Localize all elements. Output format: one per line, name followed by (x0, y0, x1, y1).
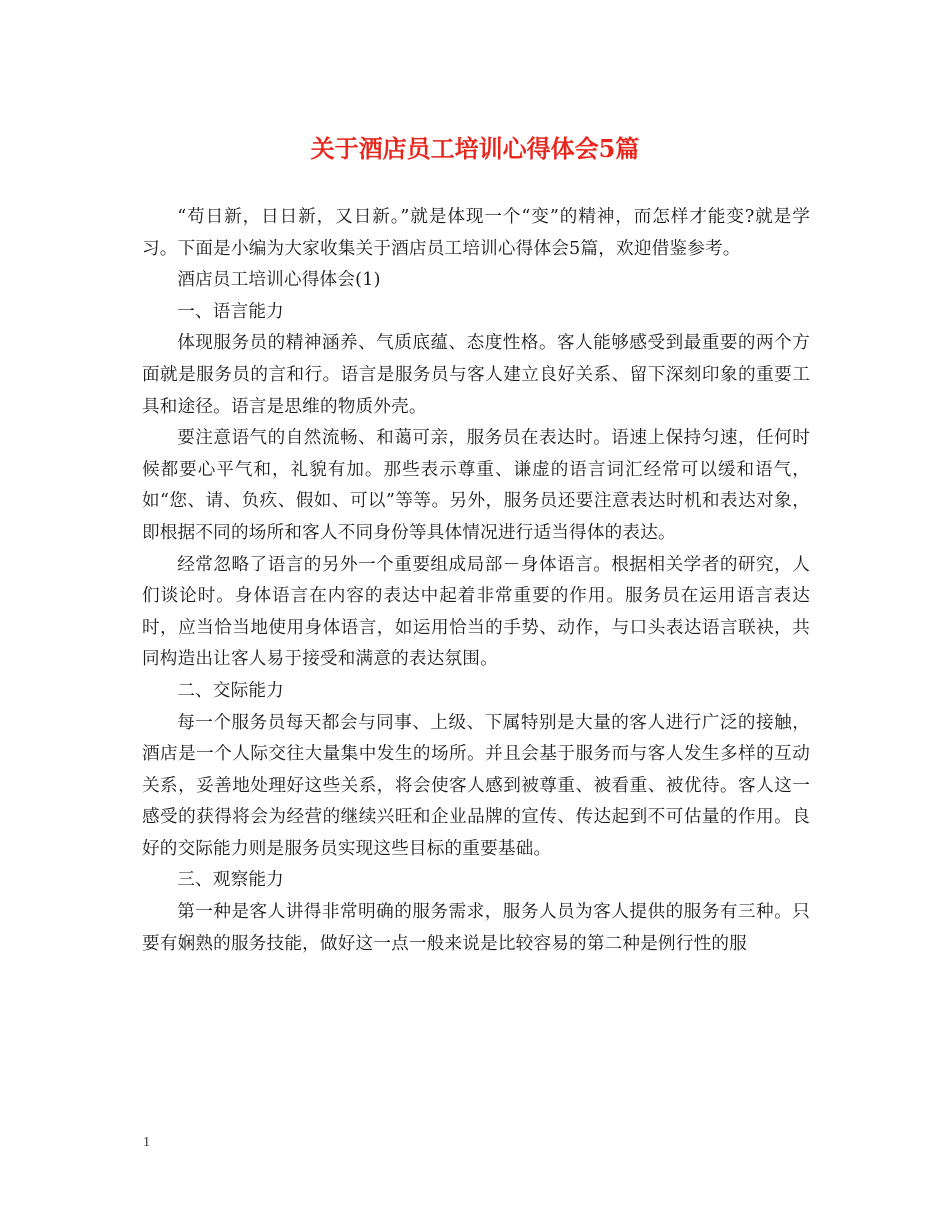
intro-paragraph: “苟日新，日日新，又日新。”就是体现一个“变”的精神，而怎样才能变?就是学习。下面是小编为大家收集关于酒店员工培训心得体会5篇，欢迎借鉴参考。 (142, 207, 810, 259)
document-title: 关于酒店员工培训心得体会5篇 (310, 134, 640, 163)
body-paragraph: 要注意语气的自然流畅、和蔼可亲，服务员在表达时。语速上保持匀速，任何时候都要心平气和，礼貌有加。那些表示尊重、谦虚的语言词汇经常可以缓和语气，如“您、请、负疚、假如、可以”等等。另外，服务员还要注意表达时机和表达对象，即根据不同的场所和客人不同身份等具体情况进行适当得体的表达。 (142, 428, 810, 543)
body-paragraph: 体现服务员的精神涵养、气质底蕴、态度性格。客人能够感受到最重要的两个方面就是服务员的言和行。语言是服务员与客人建立良好关系、留下深刻印象的重要工具和途径。语言是思维的物质外壳。 (142, 333, 810, 417)
page-number: 1 (143, 1135, 150, 1150)
subheading-observation-ability: 三、观察能力 (177, 870, 284, 891)
subheading-social-ability: 二、交际能力 (177, 680, 284, 701)
body-paragraph: 第一种是客人讲得非常明确的服务需求，服务人员为客人提供的服务有三种。只要有娴熟的服务技能，做好这一点一般来说是比较容易的第二种是例行性的服 (142, 902, 810, 954)
body-paragraph: 每一个服务员每天都会与同事、上级、下属特别是大量的客人进行广泛的接触，酒店是一个人际交往大量集中发生的场所。并且会基于服务而与客人发生多样的互动关系，妥善地处理好这些关系，将会使客人感到被尊重、被看重、被优待。客人这一感受的获得将会为经营的继续兴旺和企业品牌的宣传、传达起到不可估量的作用。良好的交际能力则是服务员实现这些目标的重要基础。 (142, 712, 810, 859)
document-body (142, 202, 810, 960)
section-heading-article-1: 酒店员工培训心得体会(1) (177, 270, 381, 291)
body-paragraph: 经常忽略了语言的另外一个重要组成局部－身体语言。根据相关学者的研究，人们谈论时。身体语言在内容的表达中起着非常重要的作用。服务员在运用语言表达时，应当恰当地使用身体语言，如运用恰当的手势、动作，与口头表达语言联袂，共同构造出让客人易于接受和满意的表达氛围。 (142, 554, 810, 670)
subheading-language-ability: 一、语言能力 (177, 301, 284, 322)
